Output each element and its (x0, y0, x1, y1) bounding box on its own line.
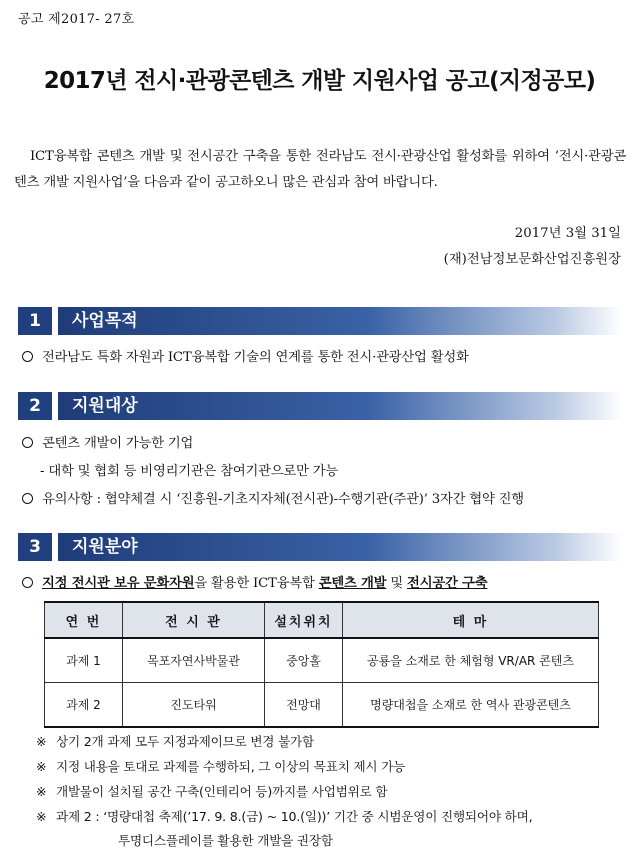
note-continuation: 투명디스플레이를 활용한 개발을 권장함 (118, 833, 333, 848)
list-item: 전라남도 특화 자원과 ICT융복합 기술의 연계를 통한 전시·관광산업 활성화 (22, 346, 469, 365)
column-header: 연 번 (45, 602, 123, 638)
note-item: ※ 지정 내용을 토대로 과제를 수행하되, 그 이상의 목표치 제시 가능 (36, 759, 406, 774)
section-number: 2 (18, 392, 52, 420)
note-mark: ※ (36, 734, 47, 749)
circle-bullet-icon (22, 437, 33, 448)
section-title: 지원분야 (72, 537, 138, 557)
section-title: 사업목적 (72, 311, 138, 331)
table-cell: 과제 1 (45, 638, 123, 683)
table-cell: 과제 2 (45, 683, 123, 728)
notice-number: 공고 제2017- 27호 (18, 12, 135, 27)
table-header-row (45, 602, 599, 638)
sub-item: - 대학 및 협회 등 비영리기관은 참여기관으로만 가능 (40, 464, 339, 479)
organization-name: (재)전남정보문화산업진흥원장 (443, 252, 621, 267)
table-cell: 진도타워 (123, 683, 265, 728)
section-header-target (18, 392, 622, 420)
table-cell: 명량대첩을 소재로 한 역사 관광콘텐츠 (343, 683, 599, 728)
column-header: 테 마 (343, 602, 599, 638)
note-mark: ※ (36, 809, 47, 824)
table-cell: 공룡을 소재로 한 체험형 VR/AR 콘텐츠 (343, 638, 599, 683)
section-number: 3 (18, 533, 52, 561)
table-row (45, 683, 599, 728)
section-header-field (18, 533, 622, 561)
table-cell: 목포자연사박물관 (123, 638, 265, 683)
note-mark: ※ (36, 784, 47, 799)
column-header: 설치위치 (265, 602, 343, 638)
list-item: 지정 전시관 보유 문화자원을 활용한 ICT융복합 콘텐츠 개발 및 전시공간 구축 (22, 572, 487, 591)
table-row (45, 638, 599, 683)
table-cell: 중앙홀 (265, 638, 343, 683)
note-item: ※ 개발물이 설치될 공간 구축(인테리어 등)까지를 사업범위로 함 (36, 784, 388, 799)
section-title: 지원대상 (72, 396, 138, 416)
project-table (44, 601, 599, 728)
intro-paragraph: ICT융복합 콘텐츠 개발 및 전시공간 구축을 통한 전라남도 전시·관광산업 활성화를 위하여 ‘전시·관광콘텐츠 개발 지원사업’을 다음과 같이 공고하오니 많은 관심과 참여 바랍니다. (14, 149, 626, 190)
section-bar (58, 392, 622, 420)
list-item: 콘텐츠 개발이 가능한 기업 (22, 432, 193, 451)
column-header: 전 시 관 (123, 602, 265, 638)
circle-bullet-icon (22, 493, 33, 504)
section-bar (58, 533, 622, 561)
note-item: ※ 상기 2개 과제 모두 지정과제이므로 변경 불가함 (36, 734, 314, 749)
list-item: 유의사항 : 협약체결 시 ‘진흥원-기초지자체(전시관)-수행기관(주관)’ 3자간 협약 진행 (22, 488, 524, 507)
notice-date: 2017년 3월 31일 (514, 226, 621, 241)
circle-bullet-icon (22, 577, 33, 588)
section-number: 1 (18, 307, 52, 335)
note-mark: ※ (36, 759, 47, 774)
page-title: 2017년 전시·관광콘텐츠 개발 지원사업 공고(지정공모) (43, 68, 596, 94)
table-cell: 전망대 (265, 683, 343, 728)
note-item: ※ 과제 2 : ‘명량대첩 축제(’17. 9. 8.(금) ~ 10.(일))’ 기간 중 시범운영이 진행되어야 하며, (36, 809, 533, 824)
section-bar (58, 307, 622, 335)
section-header-purpose (18, 307, 622, 335)
circle-bullet-icon (22, 351, 33, 362)
